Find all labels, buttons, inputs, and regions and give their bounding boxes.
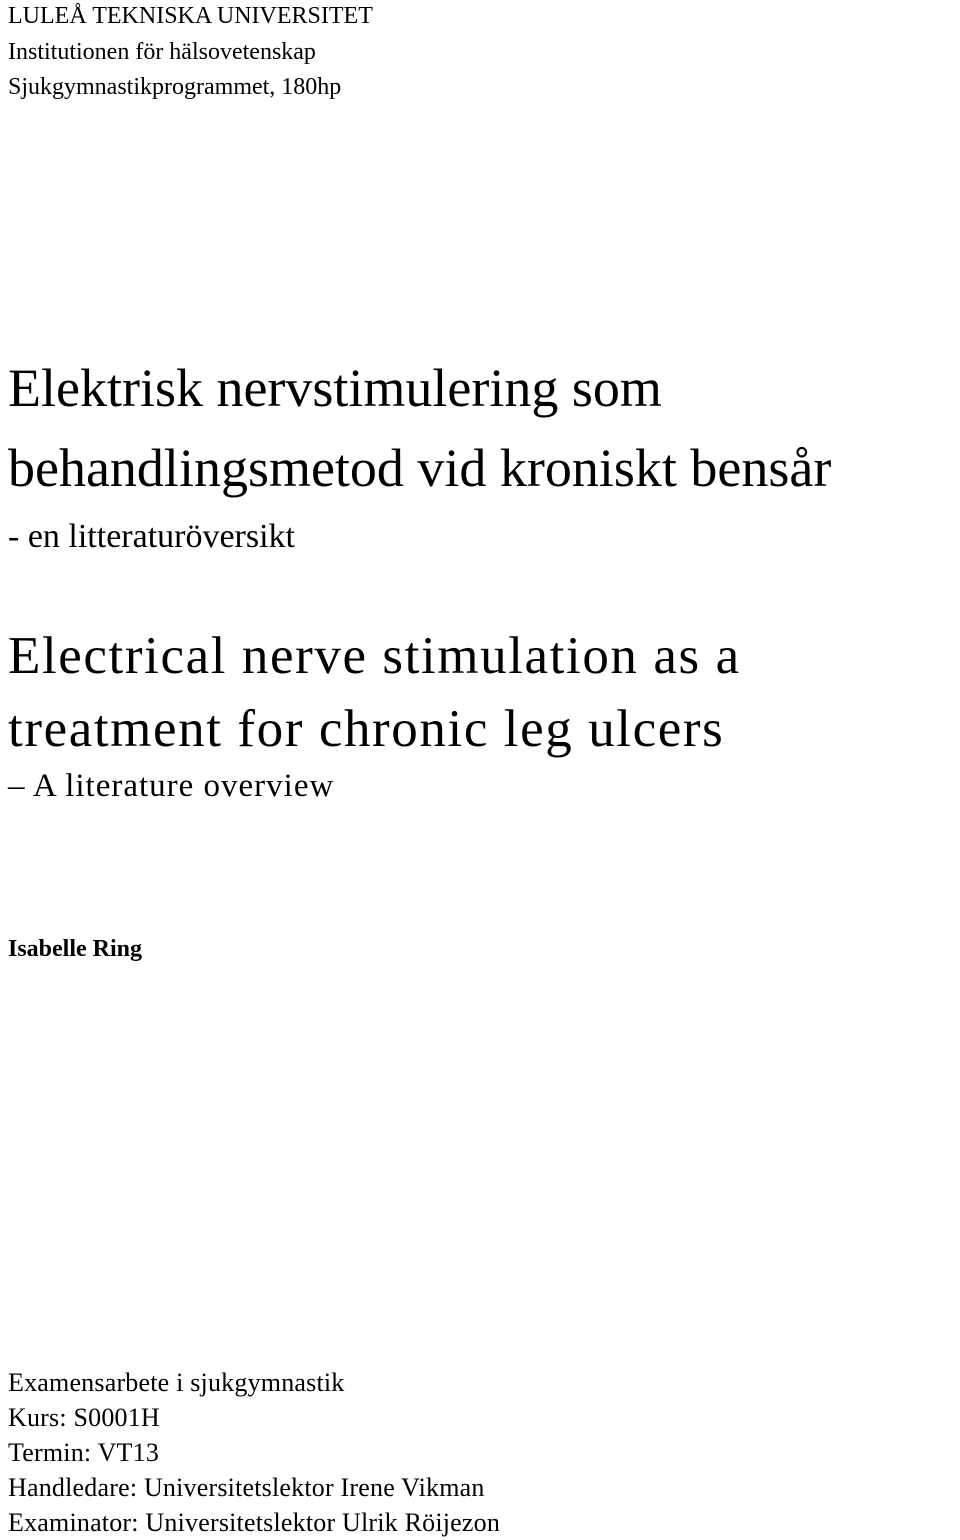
english-title-line-2: treatment for chronic leg ulcers — [8, 700, 725, 758]
english-title-line-1: Electrical nerve stimulation as a — [8, 627, 741, 685]
swedish-subtitle: - en litteraturöversikt — [8, 518, 296, 555]
swedish-title-line-1: Elektrisk nervstimulering som — [8, 358, 662, 418]
university-name: LULEÅ TEKNISKA UNIVERSITET — [8, 3, 373, 29]
swedish-title-line-2: behandlingsmetod vid kroniskt bensår — [8, 438, 832, 498]
thesis-type: Examensarbete i sjukgymnastik — [8, 1368, 345, 1397]
supervisor: Handledare: Universitetslektor Irene Vikman — [8, 1473, 485, 1502]
author-name: Isabelle Ring — [8, 936, 143, 962]
english-subtitle: – A literature overview — [8, 768, 335, 804]
course-code: Kurs: S0001H — [8, 1403, 160, 1432]
department-name: Institutionen för hälsovetenskap — [8, 39, 316, 65]
program-name: Sjukgymnastikprogrammet, 180hp — [8, 74, 342, 100]
term: Termin: VT13 — [8, 1438, 160, 1467]
examiner: Examinator: Universitetslektor Ulrik Röijezon — [8, 1508, 501, 1537]
